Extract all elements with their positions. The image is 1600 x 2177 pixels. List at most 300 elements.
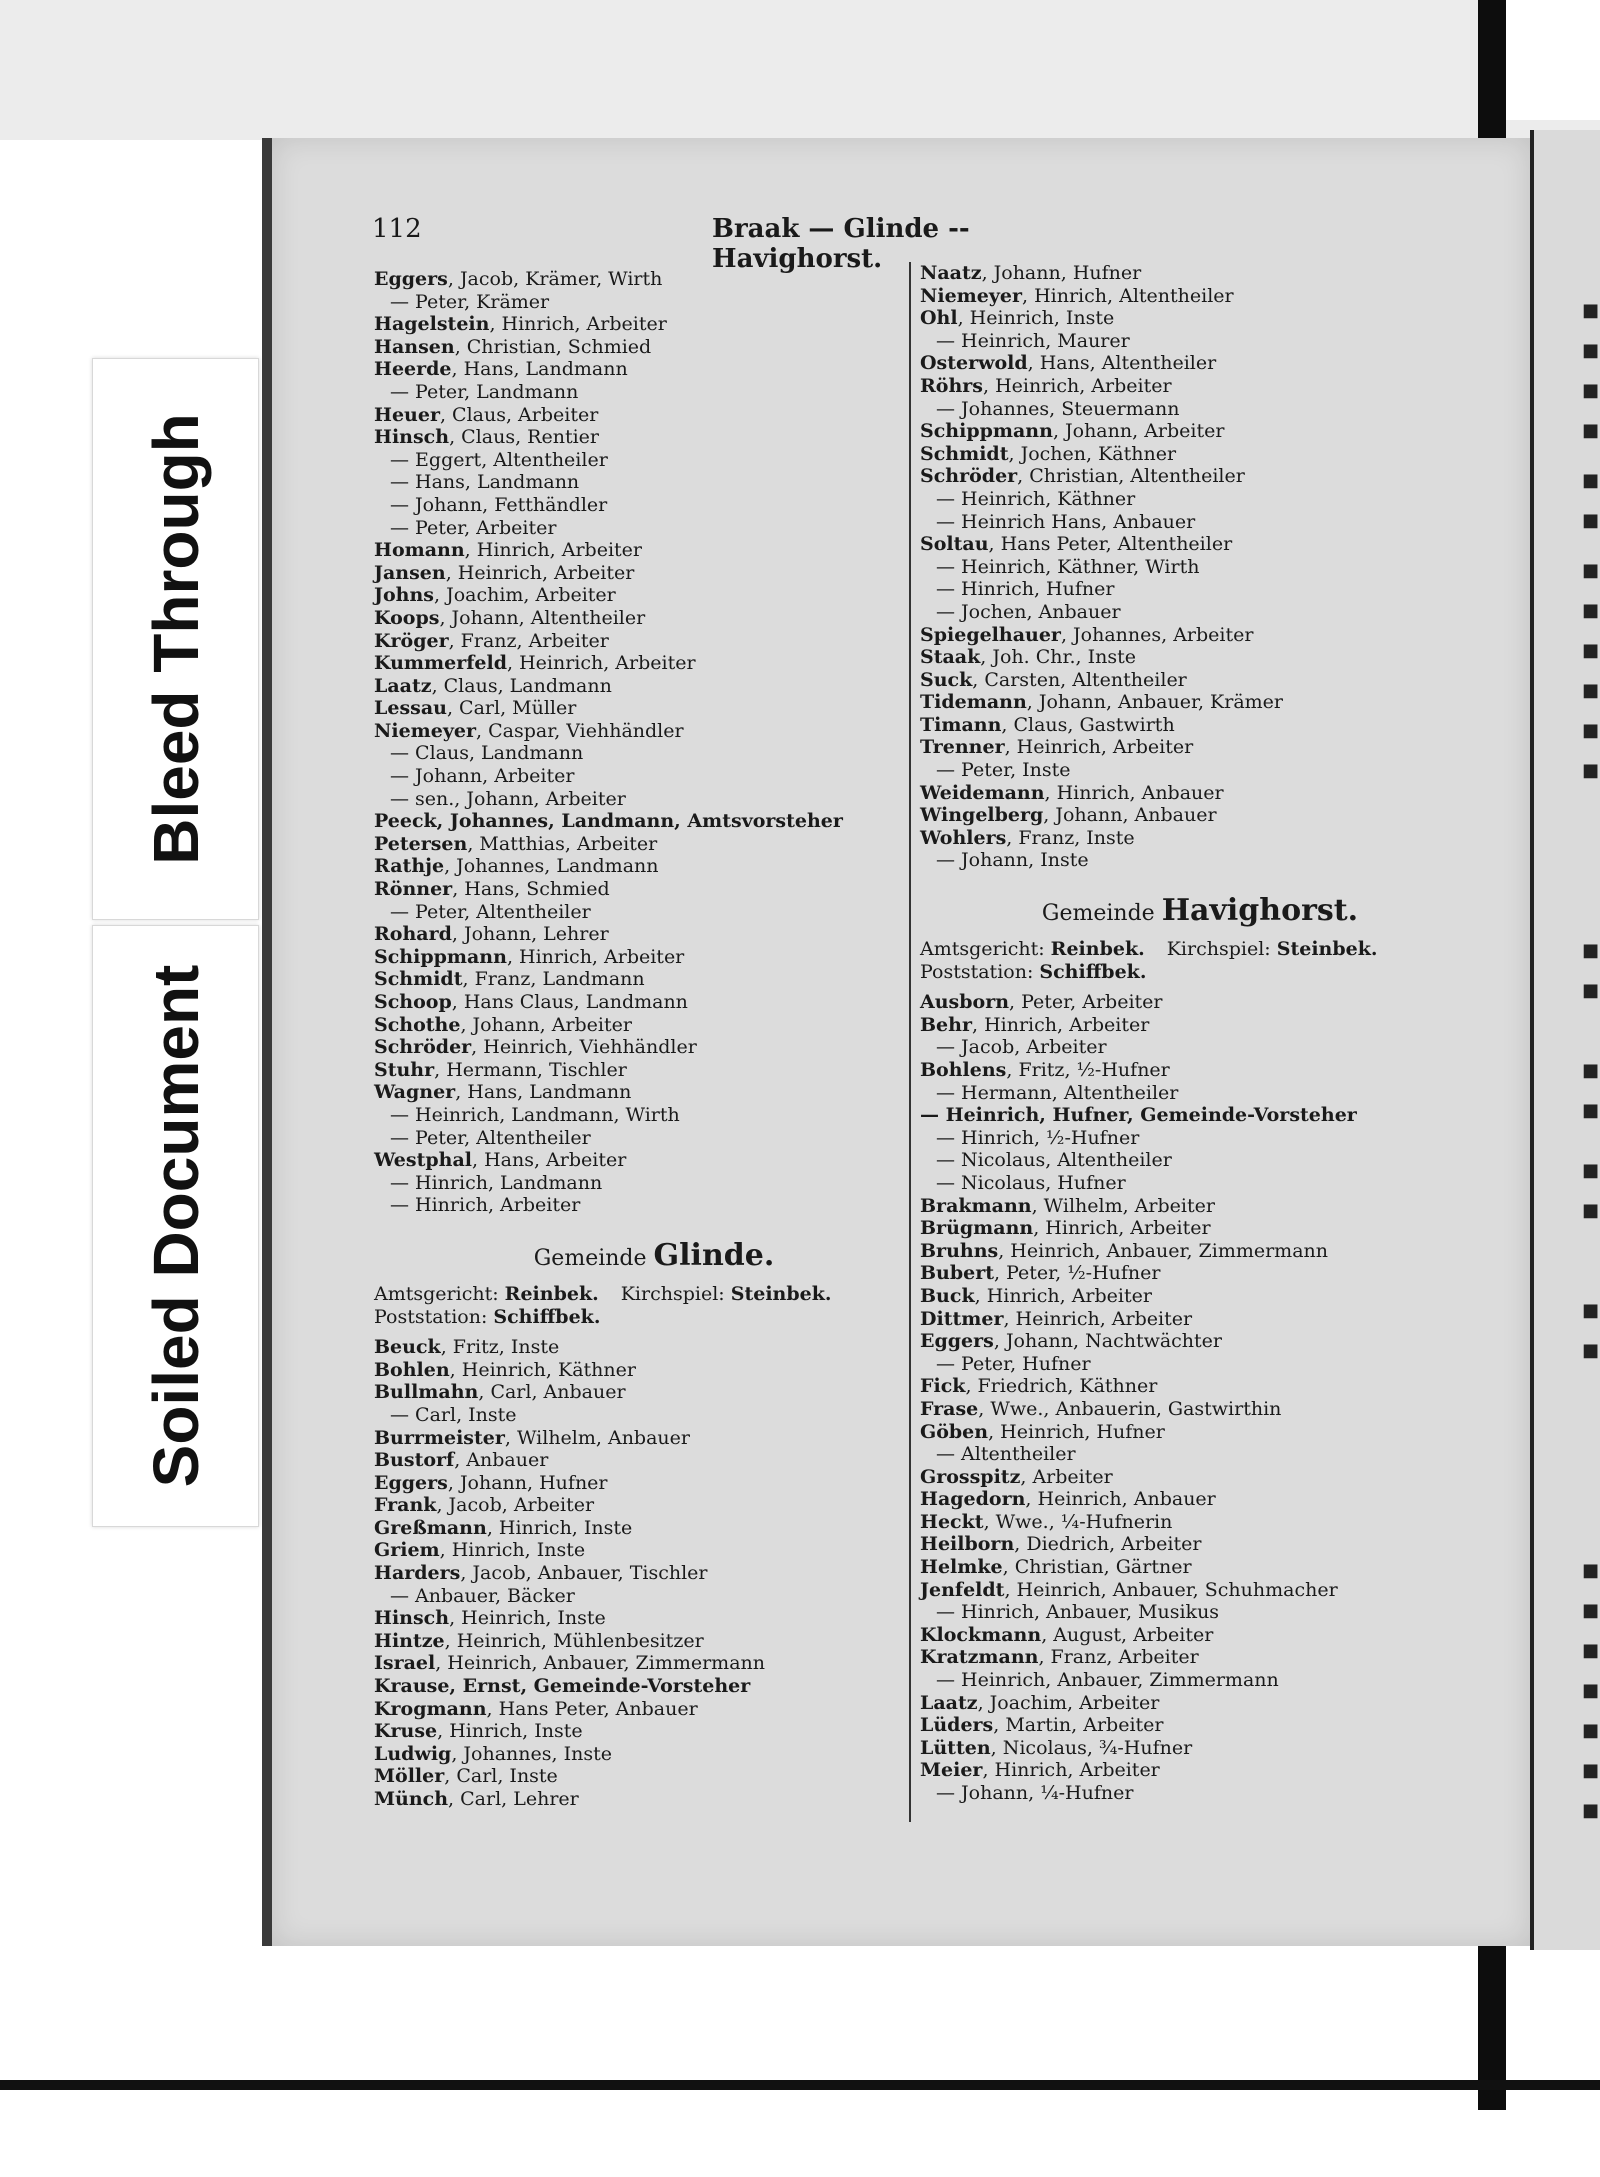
directory-entry xyxy=(920,398,1480,421)
directory-entry xyxy=(374,810,934,833)
facing-page-letter: ■ xyxy=(1582,470,1600,491)
directory-entry xyxy=(374,494,934,517)
entry-surname: Meier xyxy=(920,1759,983,1782)
directory-entry xyxy=(374,991,934,1014)
entry-text: — Nicolaus, Hufner xyxy=(936,1171,1126,1194)
entry-details: , Johannes, Inste xyxy=(451,1742,612,1765)
directory-entry xyxy=(374,291,934,314)
directory-entry xyxy=(920,285,1480,308)
entry-surname: Heilborn xyxy=(920,1533,1015,1556)
directory-entry xyxy=(374,1127,934,1150)
directory-entry xyxy=(374,923,934,946)
entry-text: — Peter, Inste xyxy=(936,759,1071,782)
entry-surname: Niemeyer xyxy=(374,719,477,742)
directory-entry xyxy=(374,1104,934,1127)
entry-surname: Hansen xyxy=(374,335,455,358)
entry-details: , Christian, Altentheiler xyxy=(1017,465,1245,488)
entry-details: , August, Arbeiter xyxy=(1041,1623,1214,1646)
section-gap xyxy=(374,1217,934,1229)
entry-details: , Heinrich, Arbeiter xyxy=(982,374,1172,397)
directory-entry xyxy=(920,352,1480,375)
directory-entry xyxy=(920,1308,1480,1331)
facing-page-letter: ■ xyxy=(1582,510,1600,531)
entry-details: , Christian, Gärtner xyxy=(1002,1556,1192,1579)
facing-page-edge xyxy=(1530,130,1600,1950)
entry-details: , Franz, Inste xyxy=(1006,826,1135,849)
directory-entry xyxy=(920,714,1480,737)
entry-surname: Schoop xyxy=(374,991,452,1013)
facing-page-letter: ■ xyxy=(1582,1060,1600,1081)
directory-entry xyxy=(374,1194,934,1217)
directory-entry xyxy=(374,336,934,359)
directory-entry xyxy=(374,1014,934,1037)
facing-page-letter: ■ xyxy=(1582,1160,1600,1181)
entry-surname: Griem xyxy=(374,1539,440,1562)
post-label: Poststation: xyxy=(374,1305,488,1328)
entry-surname: Hinsch xyxy=(374,1607,450,1630)
facing-page-letter: ■ xyxy=(1582,1560,1600,1581)
directory-entry xyxy=(920,465,1480,488)
section-heading xyxy=(920,884,1480,938)
entry-text: — Peter, Krämer xyxy=(390,290,550,313)
scan-background-top xyxy=(0,0,1600,140)
directory-entry xyxy=(920,601,1480,624)
directory-entry xyxy=(374,788,934,811)
entry-surname: Kruse xyxy=(374,1720,438,1743)
entry-surname: Klockmann xyxy=(920,1623,1042,1646)
scan-bottom-edge xyxy=(0,2080,1600,2090)
directory-entry xyxy=(920,1330,1480,1353)
directory-entry xyxy=(374,765,934,788)
directory-entry xyxy=(920,1759,1480,1782)
entry-surname: Petersen xyxy=(374,832,468,855)
directory-entry xyxy=(920,1511,1480,1534)
directory-entry xyxy=(920,1195,1480,1218)
entry-surname: Hagelstein xyxy=(374,313,490,336)
facing-page-letter: ■ xyxy=(1582,1640,1600,1661)
post-station-line xyxy=(374,1306,934,1329)
directory-entry xyxy=(374,1743,934,1766)
entry-details: , Heinrich, Anbauer, Schuhmacher xyxy=(1004,1578,1338,1601)
entry-details: , Hans Claus, Landmann xyxy=(451,991,688,1013)
entry-details: , Heinrich, Anbauer xyxy=(1025,1488,1216,1511)
facing-page-letter: ■ xyxy=(1582,680,1600,701)
entry-surname: Ausborn xyxy=(920,991,1010,1014)
directory-entry xyxy=(374,584,934,607)
directory-entry xyxy=(920,578,1480,601)
directory-entry xyxy=(374,1788,934,1811)
entry-details: , Jacob, Arbeiter xyxy=(436,1494,595,1517)
entry-surname: Kratzmann xyxy=(920,1646,1039,1669)
entry-surname: Spiegelhauer xyxy=(920,623,1061,646)
directory-entry xyxy=(920,443,1480,466)
section-gap xyxy=(920,872,1480,884)
entry-surname: Wingelberg xyxy=(920,804,1044,827)
section-gap xyxy=(374,1328,934,1336)
directory-entry xyxy=(920,488,1480,511)
directory-entry xyxy=(374,1698,934,1721)
entry-text: — Heinrich, Anbauer, Zimmermann xyxy=(936,1669,1279,1692)
entry-surname: Hagedorn xyxy=(920,1488,1026,1511)
directory-entry xyxy=(374,1059,934,1082)
entry-surname: Brakmann xyxy=(920,1194,1032,1217)
entry-text: — Heinrich Hans, Anbauer xyxy=(936,510,1196,533)
facing-page-letter: ■ xyxy=(1582,1340,1600,1361)
entry-text: — Heinrich, Käthner, Wirth xyxy=(936,555,1200,578)
directory-entry xyxy=(920,1692,1480,1715)
directory-entry xyxy=(374,855,934,878)
entry-text: — Eggert, Altentheiler xyxy=(390,448,608,471)
entry-details: , Carsten, Altentheiler xyxy=(972,668,1187,691)
directory-entry xyxy=(374,1081,934,1104)
directory-entry xyxy=(920,1149,1480,1172)
directory-entry xyxy=(920,1579,1480,1602)
entry-details: , Matthias, Arbeiter xyxy=(467,832,658,855)
directory-entry xyxy=(374,675,934,698)
entry-surname: Heuer xyxy=(374,403,440,426)
right-column xyxy=(920,262,1480,1805)
directory-entry xyxy=(920,646,1480,669)
court-parish-line xyxy=(920,938,1480,961)
entry-details: , Hinrich, Arbeiter xyxy=(506,945,685,968)
directory-entry xyxy=(374,1381,934,1404)
entry-surname: Laatz xyxy=(374,674,432,697)
entry-details: , Joachim, Arbeiter xyxy=(977,1691,1160,1714)
directory-entry xyxy=(374,652,934,675)
entry-surname: Timann xyxy=(920,713,1002,736)
entry-details: , Johann, Anbauer xyxy=(1043,804,1217,827)
entry-details: , Heinrich, Inste xyxy=(957,307,1115,330)
directory-entry xyxy=(374,562,934,585)
facing-page-letter: ■ xyxy=(1582,940,1600,961)
directory-entry xyxy=(920,1082,1480,1105)
entry-text: — Hermann, Altentheiler xyxy=(936,1081,1179,1104)
entry-surname: Naatz xyxy=(920,262,982,284)
section-prefix: Gemeinde xyxy=(533,1245,647,1271)
post-label: Poststation: xyxy=(920,960,1034,983)
entry-surname: Johns xyxy=(374,584,434,607)
court-parish-line xyxy=(374,1283,934,1306)
entry-text: Krause, Ernst, Gemeinde-Vorsteher xyxy=(374,1675,751,1698)
directory-entry xyxy=(374,381,934,404)
directory-entry xyxy=(920,1737,1480,1760)
entry-surname: Beuck xyxy=(374,1336,441,1359)
directory-entry xyxy=(374,1336,934,1359)
entry-surname: Harders xyxy=(374,1562,461,1585)
entry-surname: Osterwold xyxy=(920,352,1028,375)
directory-entry xyxy=(374,1359,934,1382)
entry-details: , Heinrich, Arbeiter xyxy=(445,561,635,584)
entry-details: , Claus, Landmann xyxy=(431,674,612,697)
directory-entry xyxy=(920,991,1480,1014)
directory-entry xyxy=(920,691,1480,714)
facing-page-letter: ■ xyxy=(1582,1300,1600,1321)
entry-surname: Krogmann xyxy=(374,1697,487,1720)
entry-surname: Rathje xyxy=(374,855,445,878)
entry-details: , Johannes, Arbeiter xyxy=(1060,623,1254,646)
entry-surname: Wohlers xyxy=(920,826,1007,849)
entry-details: , Joachim, Arbeiter xyxy=(434,584,616,607)
directory-entry xyxy=(920,1669,1480,1692)
entry-details: , Heinrich, Viehhändler xyxy=(471,1036,697,1059)
facing-page-letter: ■ xyxy=(1582,340,1600,361)
entry-surname: Wagner xyxy=(374,1081,456,1104)
entry-surname: Schröder xyxy=(374,1036,472,1059)
directory-entry xyxy=(920,669,1480,692)
entry-details: , Johann, Hufner xyxy=(981,262,1142,284)
entry-surname: Bohlens xyxy=(920,1059,1007,1081)
entry-surname: Frase xyxy=(920,1397,979,1420)
directory-entry xyxy=(920,624,1480,647)
entry-text: — Claus, Landmann xyxy=(390,742,584,765)
entry-details: , Hans Peter, Altentheiler xyxy=(988,533,1233,556)
post-station-line xyxy=(920,961,1480,984)
directory-entry xyxy=(920,262,1480,285)
entry-surname: Hinsch xyxy=(374,426,450,449)
entry-details: , Hinrich, Arbeiter xyxy=(982,1759,1160,1782)
directory-entry xyxy=(374,720,934,743)
directory-entry xyxy=(374,539,934,562)
facing-page-letter: ■ xyxy=(1582,1100,1600,1121)
entry-surname: Bullmahn xyxy=(374,1381,479,1404)
directory-entry xyxy=(920,1533,1480,1556)
entry-surname: Greßmann xyxy=(374,1516,487,1539)
directory-entry xyxy=(374,1404,934,1427)
entry-details: , Hinrich, Arbeiter xyxy=(971,1013,1150,1036)
entry-details: , Claus, Gastwirth xyxy=(1001,713,1175,736)
directory-entry xyxy=(920,1262,1480,1285)
entry-text: — Heinrich, Landmann, Wirth xyxy=(390,1103,680,1126)
section-place: Glinde. xyxy=(653,1237,775,1273)
entry-details: , Heinrich, Anbauer, Zimmermann xyxy=(435,1652,766,1675)
entry-details: , Hinrich, Arbeiter xyxy=(1033,1217,1211,1240)
entry-text: — Peter, Arbeiter xyxy=(390,516,557,539)
entry-details: , Carl, Inste xyxy=(444,1765,558,1788)
entry-details: , Hinrich, Altentheiler xyxy=(1022,284,1234,307)
directory-entry xyxy=(920,804,1480,827)
page-number: 112 xyxy=(372,214,422,244)
entry-text: — Heinrich, Käthner xyxy=(936,487,1136,510)
entry-details: , Wilhelm, Arbeiter xyxy=(1031,1194,1215,1217)
entry-details: , Hinrich, Arbeiter xyxy=(464,539,642,562)
directory-entry xyxy=(374,1720,934,1743)
entry-details: , Heinrich, Arbeiter xyxy=(506,652,696,675)
entry-details: , Carl, Lehrer xyxy=(448,1788,579,1810)
directory-entry xyxy=(920,1782,1480,1805)
entry-details: , Hans, Altentheiler xyxy=(1027,352,1217,375)
directory-entry xyxy=(920,1646,1480,1669)
entry-details: , Franz, Arbeiter xyxy=(448,629,609,652)
directory-entry xyxy=(374,1630,934,1653)
court-value: Reinbek. xyxy=(1050,938,1145,961)
court-label: Amtsgericht: xyxy=(920,938,1045,961)
entry-details: , Johann, Hufner xyxy=(447,1471,608,1494)
directory-entry xyxy=(920,759,1480,782)
directory-entry xyxy=(374,1427,934,1450)
entry-surname: Brügmann xyxy=(920,1217,1034,1240)
directory-entry xyxy=(374,946,934,969)
entry-surname: Münch xyxy=(374,1788,449,1810)
directory-entry xyxy=(920,1488,1480,1511)
soiled-document-label: Soiled Document xyxy=(92,925,259,1527)
entry-surname: Stuhr xyxy=(374,1058,435,1081)
entry-details: , Arbeiter xyxy=(1020,1465,1113,1488)
entry-details: , Jacob, Anbauer, Tischler xyxy=(460,1562,708,1585)
entry-surname: Behr xyxy=(920,1013,972,1036)
entry-details: , Johann, Anbauer, Krämer xyxy=(1026,691,1283,714)
entry-details: , Johann, Arbeiter xyxy=(460,1013,632,1036)
entry-surname: Staak xyxy=(920,646,981,669)
entry-details: , Fritz, Inste xyxy=(440,1336,560,1359)
directory-entry xyxy=(374,358,934,381)
directory-entry xyxy=(920,330,1480,353)
entry-details: , Nicolaus, ¾-Hufner xyxy=(990,1736,1193,1759)
directory-entry xyxy=(920,849,1480,872)
directory-entry xyxy=(374,833,934,856)
entry-surname: Grosspitz xyxy=(920,1465,1021,1488)
directory-entry xyxy=(374,1652,934,1675)
entry-text: — Heinrich, Hufner, Gemeinde-Vorsteher xyxy=(920,1104,1357,1127)
entry-text: — Hinrich, ½-Hufner xyxy=(936,1126,1140,1149)
entry-surname: Göben xyxy=(920,1420,989,1443)
entry-details: , Friedrich, Käthner xyxy=(965,1375,1158,1398)
facing-page-letter: ■ xyxy=(1582,1800,1600,1821)
entry-text: — Anbauer, Bäcker xyxy=(390,1584,575,1607)
entry-details: , Heinrich, Mühlenbesitzer xyxy=(444,1629,704,1652)
directory-entry xyxy=(920,1285,1480,1308)
entry-surname: Helmke xyxy=(920,1556,1003,1579)
directory-entry xyxy=(374,1562,934,1585)
parish-value: Steinbek. xyxy=(1276,938,1378,961)
facing-page-letter: ■ xyxy=(1582,1720,1600,1741)
entry-surname: Burrmeister xyxy=(374,1426,505,1449)
entry-details: , Christian, Schmied xyxy=(454,335,652,358)
entry-text: — Hinrich, Hufner xyxy=(936,578,1115,601)
directory-entry xyxy=(920,1240,1480,1263)
directory-entry xyxy=(920,533,1480,556)
directory-entry xyxy=(374,1449,934,1472)
entry-details: , Caspar, Viehhändler xyxy=(476,719,684,742)
entry-surname: Rohard xyxy=(374,923,452,946)
directory-entry xyxy=(374,268,934,291)
entry-details: , Johann, Lehrer xyxy=(451,923,609,946)
left-column xyxy=(374,268,934,1811)
entry-surname: Laatz xyxy=(920,1691,978,1714)
entry-details: , Joh. Chr., Inste xyxy=(980,646,1137,669)
entry-text: — sen., Johann, Arbeiter xyxy=(390,787,626,810)
entry-details: , Wilhelm, Anbauer xyxy=(504,1426,690,1449)
directory-entry xyxy=(920,1714,1480,1737)
entry-surname: Bruhns xyxy=(920,1239,999,1262)
entry-details: , Franz, Landmann xyxy=(462,968,645,991)
facing-page-letter: ■ xyxy=(1582,600,1600,621)
entry-details: , Hans, Schmied xyxy=(452,878,610,901)
facing-page-letter: ■ xyxy=(1582,420,1600,441)
entry-text: — Peter, Altentheiler xyxy=(390,900,591,923)
directory-entry xyxy=(920,1217,1480,1240)
entry-surname: Jansen xyxy=(374,561,446,584)
directory-entry xyxy=(920,1466,1480,1489)
entry-surname: Homann xyxy=(374,539,465,562)
directory-entry xyxy=(374,607,934,630)
facing-page-letter: ■ xyxy=(1582,760,1600,781)
entry-text: — Peter, Hufner xyxy=(936,1352,1091,1375)
directory-entry xyxy=(920,307,1480,330)
entry-details: , Franz, Arbeiter xyxy=(1038,1646,1199,1669)
directory-entry xyxy=(374,426,934,449)
directory-entry xyxy=(920,1059,1480,1082)
entry-details: , Peter, ½-Hufner xyxy=(994,1262,1161,1285)
directory-entry xyxy=(374,1539,934,1562)
entry-surname: Röhrs xyxy=(920,374,983,397)
entry-surname: Schippmann xyxy=(374,945,507,968)
entry-text: — Johann, ¼-Hufner xyxy=(936,1782,1134,1804)
page-title: Braak — Glinde -- Havighorst. xyxy=(712,214,970,274)
entry-surname: Lütten xyxy=(920,1736,991,1759)
entry-surname: Schippmann xyxy=(920,420,1053,443)
entry-surname: Lüders xyxy=(920,1714,994,1737)
entry-details: , Johann, Nachtwächter xyxy=(993,1330,1223,1353)
entry-surname: Eggers xyxy=(374,1471,448,1494)
directory-entry xyxy=(920,556,1480,579)
entry-details: , Hinrich, Inste xyxy=(486,1516,633,1539)
entry-surname: Soltau xyxy=(920,533,989,556)
entry-surname: Ludwig xyxy=(374,1742,452,1765)
directory-entry xyxy=(920,1172,1480,1195)
entry-text: — Nicolaus, Altentheiler xyxy=(936,1149,1172,1172)
directory-entry xyxy=(920,1601,1480,1624)
entry-surname: Schothe xyxy=(374,1013,461,1036)
entry-surname: Lessau xyxy=(374,697,447,720)
directory-entry xyxy=(374,313,934,336)
directory-entry xyxy=(374,1517,934,1540)
entry-text: — Hinrich, Landmann xyxy=(390,1171,603,1194)
directory-entry xyxy=(920,827,1480,850)
directory-entry xyxy=(920,1624,1480,1647)
directory-entry xyxy=(374,404,934,427)
facing-page-letter: ■ xyxy=(1582,720,1600,741)
directory-entry xyxy=(920,1556,1480,1579)
entry-surname: Bubert xyxy=(920,1262,995,1285)
entry-text: — Jacob, Arbeiter xyxy=(936,1036,1107,1059)
entry-surname: Koops xyxy=(374,606,440,629)
entry-surname: Schröder xyxy=(920,465,1018,488)
entry-details: , Hinrich, Inste xyxy=(437,1720,583,1743)
directory-entry xyxy=(374,1494,934,1517)
directory-entry xyxy=(374,1472,934,1495)
entry-surname: Suck xyxy=(920,668,973,691)
directory-entry xyxy=(374,742,934,765)
directory-entry xyxy=(920,1421,1480,1444)
entry-text: — Altentheiler xyxy=(936,1443,1076,1466)
directory-entry xyxy=(920,736,1480,759)
entry-surname: Weidemann xyxy=(920,781,1045,804)
parish-label: Kirchspiel: xyxy=(620,1282,725,1305)
entry-details: , Carl, Müller xyxy=(446,697,577,720)
entry-text: — Johann, Fetthändler xyxy=(390,493,608,516)
directory-entry xyxy=(920,1014,1480,1037)
entry-surname: Heerde xyxy=(374,358,452,381)
section-place: Havighorst. xyxy=(1161,893,1359,929)
entry-details: , Heinrich, Arbeiter xyxy=(1004,736,1194,759)
court-label: Amtsgericht: xyxy=(374,1282,499,1305)
entry-details: , Hans, Landmann xyxy=(455,1081,632,1104)
entry-text: — Heinrich, Maurer xyxy=(936,329,1130,352)
entry-surname: Trenner xyxy=(920,736,1005,759)
directory-entry xyxy=(920,782,1480,805)
entry-surname: Kröger xyxy=(374,629,449,652)
entry-surname: Tidemann xyxy=(920,691,1027,714)
